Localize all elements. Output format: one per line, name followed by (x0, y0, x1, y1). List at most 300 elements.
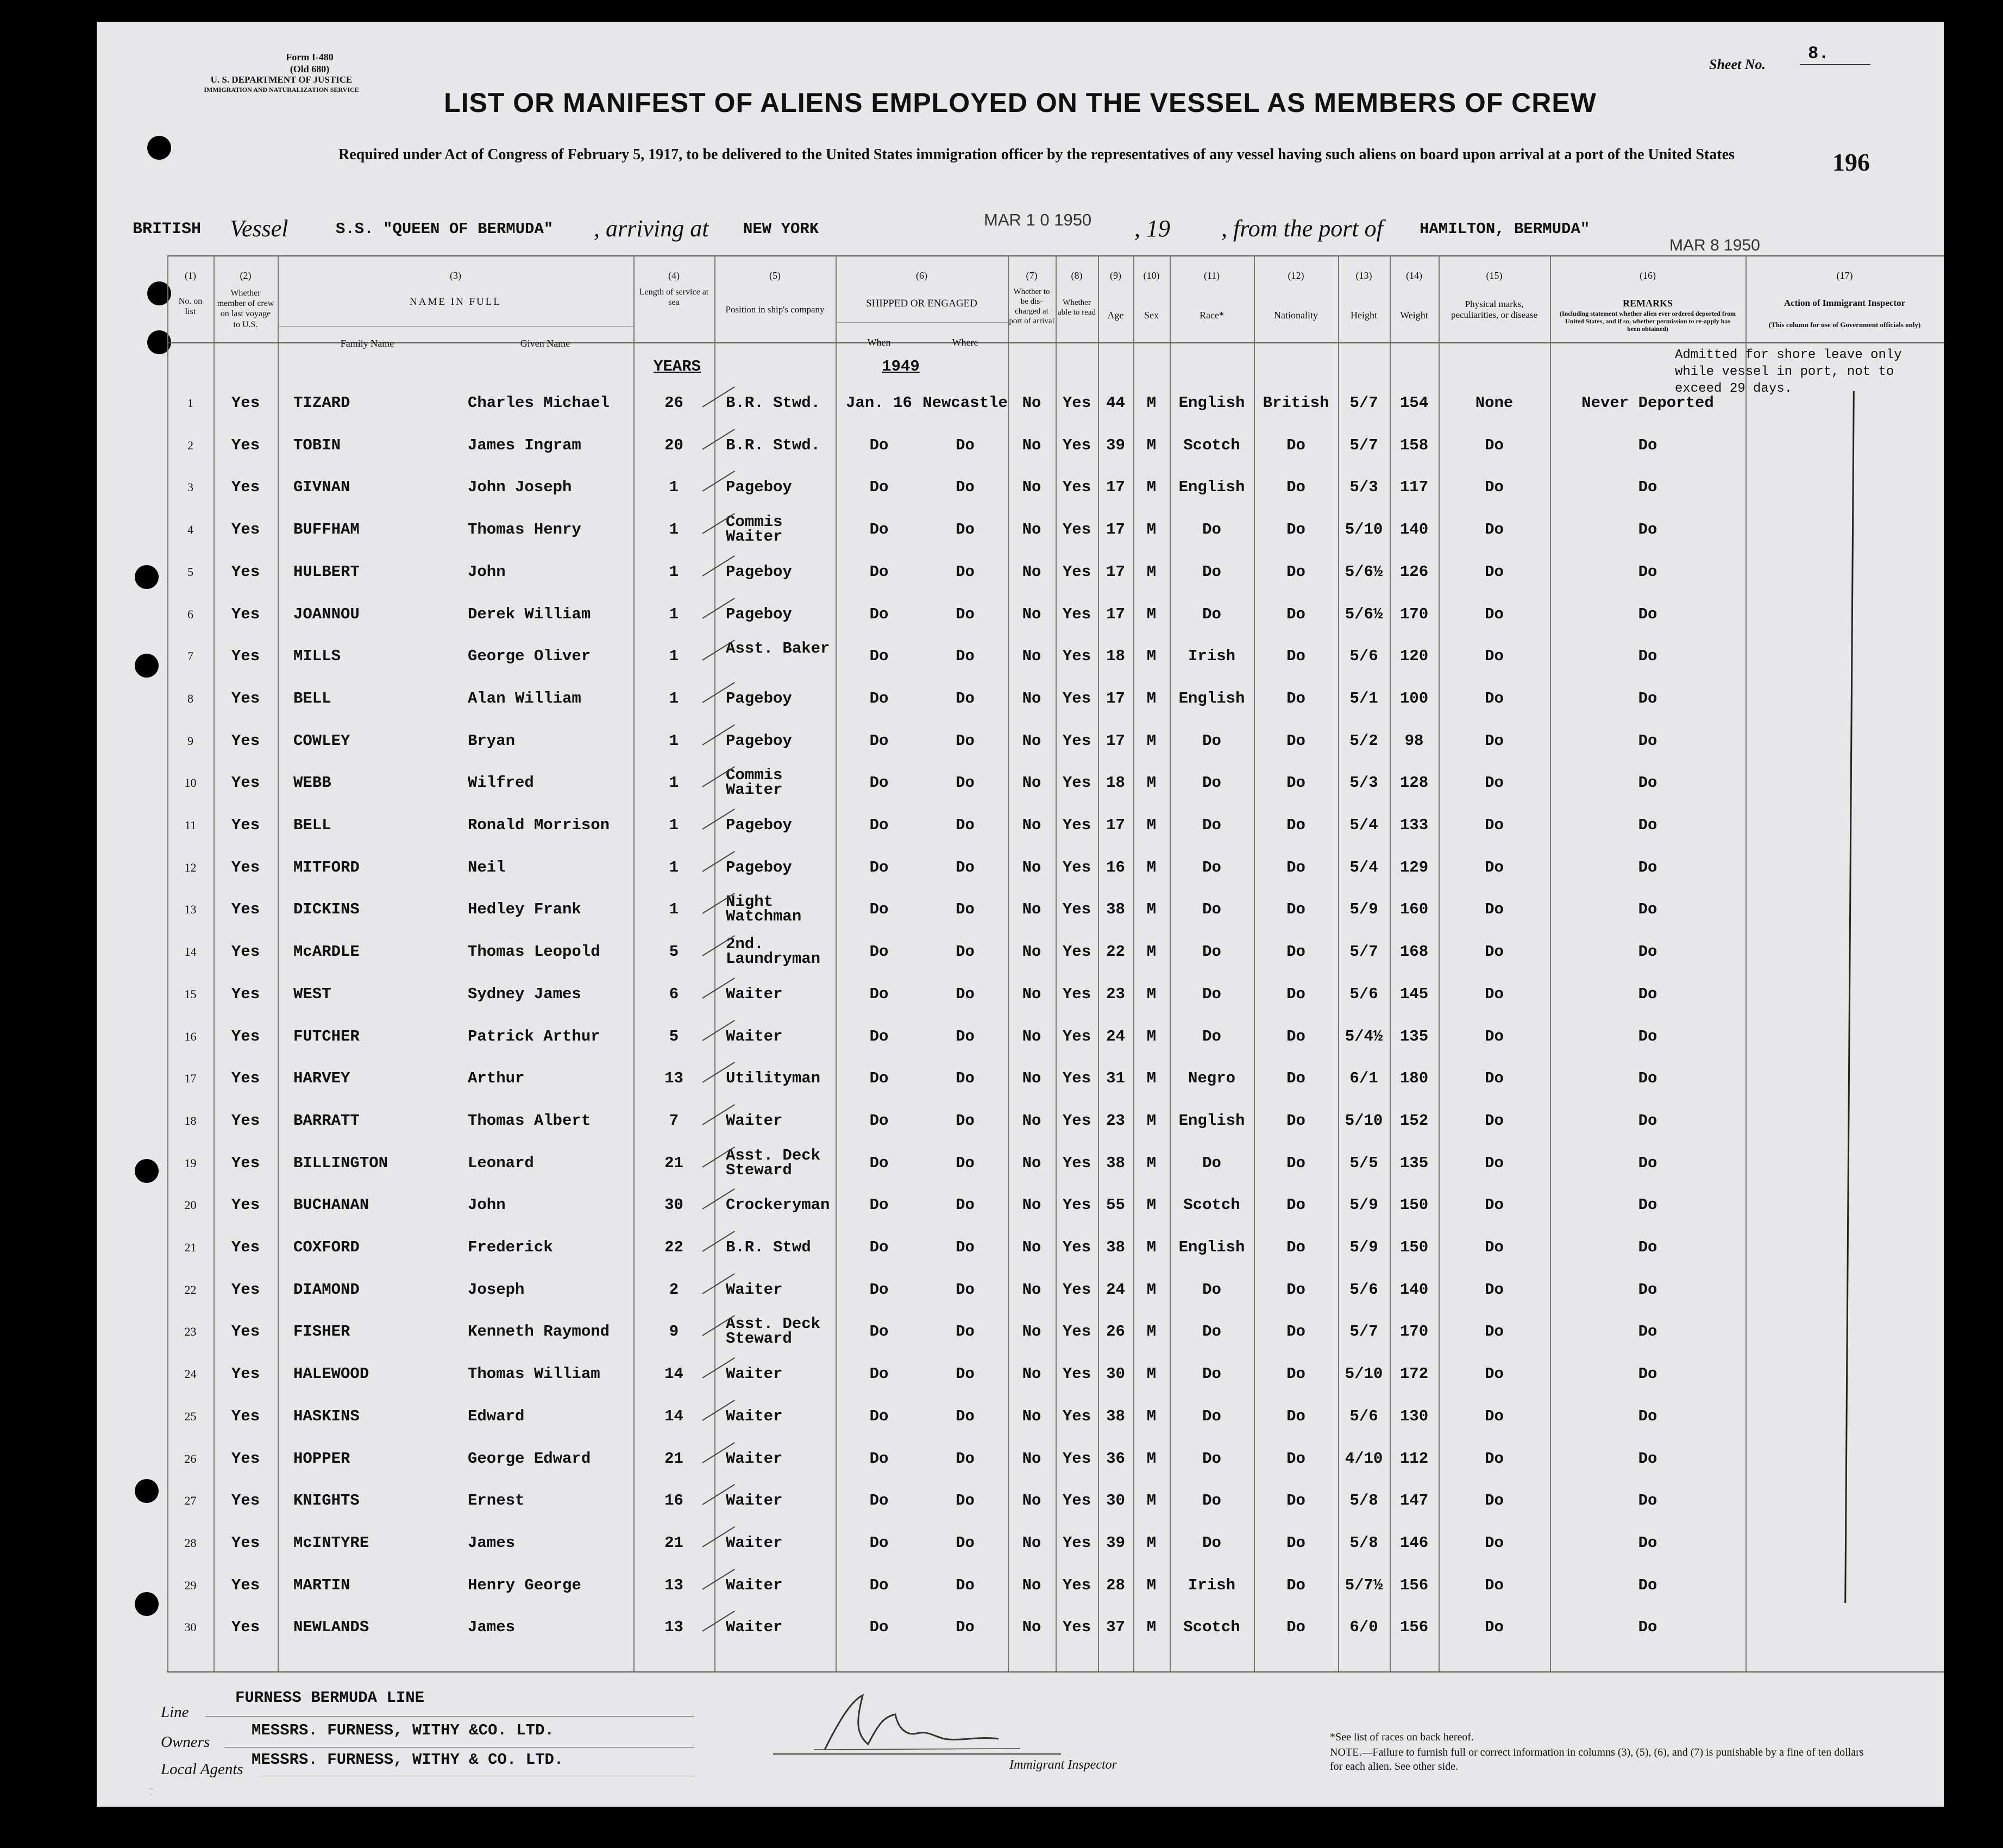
cell-discharged: No (1022, 647, 1041, 666)
table-row (97, 893, 1944, 926)
line-label: Line (161, 1703, 189, 1721)
cell-age: 26 (1106, 1323, 1125, 1341)
cell-member: Yes (231, 1069, 260, 1088)
cell-given: Wilfred (468, 774, 534, 792)
table-row (97, 429, 1944, 462)
cell-position: Pageboy (726, 478, 792, 497)
cell-nationality: Do (1286, 478, 1305, 497)
cell-no: 28 (184, 1536, 197, 1550)
header-remarks: REMARKS (1622, 298, 1673, 309)
cell-where: Do (956, 900, 975, 919)
cell-when: Do (869, 478, 889, 497)
header-physical-marks: Physical marks, peculiarities, or disease (1451, 299, 1538, 321)
cell-height: 5/4 (1349, 858, 1378, 876)
cell-age: 16 (1106, 858, 1125, 876)
cell-sex: M (1146, 1238, 1157, 1256)
cell-member: Yes (231, 1365, 260, 1383)
table-row (97, 725, 1944, 757)
cell-discharged: No (1022, 1111, 1041, 1130)
cell-discharged: No (1022, 731, 1041, 750)
cell-position: Waiter (726, 1365, 783, 1383)
cell-discharged: No (1022, 1576, 1041, 1594)
cell-family: BELL (293, 816, 331, 834)
cell-race: Scotch (1183, 1196, 1240, 1214)
cell-member: Yes (231, 605, 260, 623)
cell-when: Do (869, 436, 889, 454)
cell-when: Do (869, 1280, 889, 1299)
cell-position: Utilityman (726, 1069, 821, 1088)
cell-family: HULBERT (293, 562, 360, 581)
table-row (97, 767, 1944, 799)
cell-nationality: Do (1286, 1407, 1305, 1425)
cell-read: Yes (1062, 1196, 1091, 1214)
cell-age: 37 (1106, 1618, 1125, 1637)
cell-age: 17 (1106, 731, 1125, 750)
cell-position: B.R. Stwd. (726, 436, 821, 454)
column-number: (16) (1640, 270, 1656, 281)
cell-where: Do (956, 436, 975, 454)
cell-discharged: No (1022, 1365, 1041, 1383)
cell-length: 1 (669, 900, 679, 919)
line-underline (205, 1716, 694, 1717)
cell-family: KNIGHTS (293, 1492, 360, 1510)
cell-height: 6/0 (1349, 1618, 1378, 1637)
sheet-number: 8. (1808, 43, 1829, 64)
cell-read: Yes (1062, 1618, 1091, 1637)
cell-family: WEST (293, 985, 331, 1003)
cell-age: 55 (1106, 1196, 1125, 1214)
cell-length: 21 (664, 1449, 683, 1468)
cell-family: FISHER (293, 1323, 350, 1341)
cell-discharged: No (1022, 1027, 1041, 1045)
cell-remarks: Do (1638, 1154, 1657, 1172)
cell-marks: Do (1485, 900, 1504, 919)
cell-position: Waiter (726, 1492, 783, 1510)
cell-member: Yes (231, 521, 260, 539)
cell-height: 5/6½ (1345, 562, 1383, 581)
cell-member: Yes (231, 731, 260, 750)
cell-marks: Do (1485, 647, 1504, 666)
cell-age: 24 (1106, 1280, 1125, 1299)
cell-given: Hedley Frank (468, 900, 581, 919)
cell-no: 2 (187, 438, 193, 452)
cell-where: Do (956, 1238, 975, 1256)
cell-read: Yes (1062, 1449, 1091, 1468)
cell-given: Neil (468, 858, 506, 876)
cell-given: John (468, 1196, 506, 1214)
cell-discharged: No (1022, 436, 1041, 454)
cell-length: 16 (664, 1492, 683, 1510)
cell-where: Do (956, 647, 975, 666)
cell-marks: Do (1485, 1111, 1504, 1130)
cell-race: English (1178, 1111, 1245, 1130)
cell-remarks: Do (1638, 943, 1657, 961)
cell-where: Do (956, 478, 975, 497)
cell-nationality: Do (1286, 605, 1305, 623)
cell-where: Do (956, 1576, 975, 1594)
cell-marks: Do (1485, 1449, 1504, 1468)
cell-given: Thomas Henry (468, 521, 581, 539)
cell-sex: M (1146, 605, 1157, 623)
cell-length: 26 (664, 394, 683, 412)
cell-race: Do (1202, 816, 1221, 834)
cell-member: Yes (231, 1449, 260, 1468)
document-subtitle: Required under Act of Congress of February 5, 1917, to be delivered to the United States immigration officer by the representatives of any vessel having such aliens on board upon arrival at a port of the United States (338, 146, 1735, 163)
cell-age: 17 (1106, 689, 1125, 707)
cell-race: Do (1202, 521, 1221, 539)
cell-when: Do (869, 1196, 889, 1214)
cell-where: Do (956, 689, 975, 707)
cell-remarks: Do (1638, 816, 1657, 834)
cell-marks: Do (1485, 1196, 1504, 1214)
cell-no: 13 (184, 903, 197, 917)
cell-height: 6/1 (1349, 1069, 1378, 1088)
cell-marks: Do (1485, 689, 1504, 707)
from-port: HAMILTON, BERMUDA" (1420, 220, 1590, 238)
cell-position: Waiter (726, 1111, 783, 1130)
cell-member: Yes (231, 1533, 260, 1552)
cell-when: Do (869, 900, 889, 919)
header-where: Where (952, 337, 978, 348)
cell-age: 18 (1106, 647, 1125, 666)
table-row (97, 851, 1944, 884)
table-row (97, 1484, 1944, 1517)
sheet-label: Sheet No. (1709, 57, 1766, 72)
cell-length: 14 (664, 1407, 683, 1425)
cell-length: 20 (664, 436, 683, 454)
cell-height: 5/8 (1349, 1533, 1378, 1552)
cell-read: Yes (1062, 816, 1091, 834)
cell-when: Do (869, 1618, 889, 1637)
cell-weight: 160 (1399, 900, 1429, 919)
cell-family: HARVEY (293, 1069, 350, 1088)
cell-read: Yes (1062, 394, 1091, 412)
cell-remarks: Do (1638, 436, 1657, 454)
cell-no: 24 (184, 1367, 197, 1381)
cell-height: 5/9 (1349, 1196, 1378, 1214)
cell-when: Do (869, 1492, 889, 1510)
cell-race: Do (1202, 731, 1221, 750)
cell-race: Do (1202, 774, 1221, 792)
header-family-name: Family Name (340, 338, 394, 349)
cell-nationality: Do (1286, 1323, 1305, 1341)
cell-position: Pageboy (726, 858, 792, 876)
header-member-last-voyage: Whether member of crew on last voyage to U.S. (217, 289, 274, 329)
arrival-port: NEW YORK (743, 220, 819, 238)
cell-sex: M (1146, 689, 1157, 707)
cell-position: Commis Waiter (726, 766, 783, 799)
cell-race: Do (1202, 1027, 1221, 1045)
cell-weight: 140 (1399, 521, 1429, 539)
column-number: (8) (1071, 270, 1083, 281)
cell-height: 5/3 (1349, 478, 1378, 497)
cell-family: TOBIN (293, 436, 341, 454)
column-number: (4) (668, 270, 680, 281)
cell-position: Pageboy (726, 816, 792, 834)
cell-height: 5/5 (1349, 1154, 1378, 1172)
cell-when: Do (869, 731, 889, 750)
cell-length: 21 (664, 1154, 683, 1172)
punch-hole (147, 136, 171, 160)
cell-weight: 140 (1399, 1280, 1429, 1299)
cell-read: Yes (1062, 1365, 1091, 1383)
cell-race: Do (1202, 858, 1221, 876)
cell-where: Do (956, 858, 975, 876)
cell-nationality: Do (1286, 1111, 1305, 1130)
cell-where: Do (956, 774, 975, 792)
cell-age: 23 (1106, 1111, 1125, 1130)
cell-no: 21 (184, 1241, 197, 1254)
cell-family: BELL (293, 689, 331, 707)
cell-sex: M (1146, 985, 1157, 1003)
cell-position: Night Watchman (726, 893, 802, 926)
cell-member: Yes (231, 1576, 260, 1594)
cell-given: Leonard (468, 1154, 534, 1172)
cell-when: Do (869, 858, 889, 876)
table-row (97, 640, 1944, 673)
cell-length: 1 (669, 562, 679, 581)
cell-where: Do (956, 731, 975, 750)
cell-race: Scotch (1183, 436, 1240, 454)
cell-height: 5/10 (1345, 1365, 1383, 1383)
cell-read: Yes (1062, 562, 1091, 581)
arriving-label: , arriving at (594, 215, 709, 242)
cell-age: 18 (1106, 774, 1125, 792)
cell-height: 5/4 (1349, 816, 1378, 834)
header-when: When (867, 337, 891, 348)
cell-age: 17 (1106, 521, 1125, 539)
cell-age: 31 (1106, 1069, 1125, 1088)
cell-remarks: Do (1638, 858, 1657, 876)
cell-when: Do (869, 1154, 889, 1172)
cell-no: 20 (184, 1198, 197, 1212)
table-row (97, 1231, 1944, 1264)
cell-read: Yes (1062, 1407, 1091, 1425)
cell-when: Do (869, 1576, 889, 1594)
cell-weight: 150 (1399, 1196, 1429, 1214)
cell-no: 6 (187, 607, 193, 621)
cell-race: Negro (1188, 1069, 1235, 1088)
cell-length: 1 (669, 605, 679, 623)
cell-weight: 129 (1399, 858, 1429, 876)
header-no-on-list: No. on list (178, 297, 203, 317)
cell-position: Crockeryman (726, 1196, 830, 1214)
header-nationality: Nationality (1274, 310, 1318, 321)
cell-given: Joseph (468, 1280, 525, 1299)
cell-race: Do (1202, 1533, 1221, 1552)
table-row (97, 1147, 1944, 1180)
cell-member: Yes (231, 1280, 260, 1299)
cell-marks: Do (1485, 1238, 1504, 1256)
cell-height: 5/2 (1349, 731, 1378, 750)
cell-when: Do (869, 985, 889, 1003)
cell-nationality: Do (1286, 1492, 1305, 1510)
cell-read: Yes (1062, 943, 1091, 961)
cell-length: 2 (669, 1280, 679, 1299)
cell-discharged: No (1022, 1069, 1041, 1088)
cell-discharged: No (1022, 816, 1041, 834)
cell-height: 5/9 (1349, 1238, 1378, 1256)
cell-discharged: No (1022, 1154, 1041, 1172)
table-row (97, 1358, 1944, 1390)
table-row (97, 556, 1944, 588)
column-number: (6) (916, 270, 927, 281)
cell-length: 9 (669, 1323, 679, 1341)
cell-remarks: Do (1638, 1196, 1657, 1214)
cell-weight: 146 (1399, 1533, 1429, 1552)
cell-member: Yes (231, 1154, 260, 1172)
cell-where: Do (956, 1111, 975, 1130)
cell-nationality: Do (1286, 943, 1305, 961)
column-number: (10) (1143, 270, 1160, 281)
cell-where: Do (956, 1533, 975, 1552)
cell-sex: M (1146, 1365, 1157, 1383)
cell-height: 5/8 (1349, 1492, 1378, 1510)
cell-weight: 135 (1399, 1154, 1429, 1172)
cell-no: 11 (184, 818, 197, 832)
cell-given: Edward (468, 1407, 525, 1425)
cell-age: 28 (1106, 1576, 1125, 1594)
cell-age: 17 (1106, 816, 1125, 834)
cell-age: 38 (1106, 1154, 1125, 1172)
header-action-inspector: Action of Immigrant Inspector (1784, 298, 1906, 308)
vessel-flag: BRITISH (133, 220, 202, 239)
cell-member: Yes (231, 858, 260, 876)
cell-read: Yes (1062, 774, 1091, 792)
cell-nationality: Do (1286, 1196, 1305, 1214)
cell-where: Do (956, 1154, 975, 1172)
cell-member: Yes (231, 1238, 260, 1256)
cell-length: 22 (664, 1238, 683, 1256)
cell-where: Do (956, 943, 975, 961)
cell-sex: M (1146, 1533, 1157, 1552)
cell-where: Do (956, 1449, 975, 1468)
cell-family: HOPPER (293, 1449, 350, 1468)
cell-sex: M (1146, 1111, 1157, 1130)
cell-remarks: Do (1638, 605, 1657, 623)
cell-race: English (1178, 394, 1245, 412)
cell-sex: M (1146, 1449, 1157, 1468)
cell-given: Bryan (468, 731, 516, 750)
cell-nationality: Do (1286, 1449, 1305, 1468)
table-row (97, 978, 1944, 1011)
cell-remarks: Do (1638, 1492, 1657, 1510)
cell-sex: M (1146, 1196, 1157, 1214)
cell-nationality: Do (1286, 1027, 1305, 1045)
cell-read: Yes (1062, 731, 1091, 750)
cell-member: Yes (231, 689, 260, 707)
vessel-name: S.S. "QUEEN OF BERMUDA" (336, 220, 554, 238)
cell-race: Irish (1188, 647, 1235, 666)
cell-weight: 100 (1399, 689, 1429, 707)
cell-read: Yes (1062, 1027, 1091, 1045)
cell-no: 22 (184, 1282, 197, 1296)
document-title: LIST OR MANIFEST OF ALIENS EMPLOYED ON THE VESSEL AS MEMBERS OF CREW (444, 87, 1597, 118)
cell-weight: 156 (1399, 1618, 1429, 1637)
cell-discharged: No (1022, 1449, 1041, 1468)
year-subheader: 1949 (882, 358, 920, 375)
cell-member: Yes (231, 394, 260, 412)
cell-where: Do (956, 1196, 975, 1214)
cell-given: Ernest (468, 1492, 525, 1510)
cell-family: COXFORD (293, 1238, 360, 1256)
cell-family: BILLINGTON (293, 1154, 388, 1172)
column-number: (2) (240, 270, 252, 281)
service-name: IMMIGRATION AND NATURALIZATION SERVICE (204, 86, 359, 93)
cell-member: Yes (231, 647, 260, 666)
cell-height: 5/10 (1345, 1111, 1383, 1130)
column-number: (3) (450, 270, 461, 281)
cell-no: 25 (184, 1409, 197, 1423)
cell-position: Pageboy (726, 562, 792, 581)
sheet-underline (1800, 64, 1870, 65)
cell-where: Do (956, 1323, 975, 1341)
cell-remarks: Do (1638, 478, 1657, 497)
cell-where: Do (956, 521, 975, 539)
table-row (97, 1105, 1944, 1137)
cell-weight: 147 (1399, 1492, 1429, 1510)
cell-read: Yes (1062, 985, 1091, 1003)
cell-given: Alan William (468, 689, 581, 707)
cell-family: TIZARD (293, 394, 350, 412)
cell-weight: 126 (1399, 562, 1429, 581)
cell-marks: Do (1485, 731, 1504, 750)
cell-weight: 150 (1399, 1238, 1429, 1256)
cell-remarks: Do (1638, 1533, 1657, 1552)
cell-age: 38 (1106, 1407, 1125, 1425)
cell-remarks: Do (1638, 689, 1657, 707)
cell-race: Do (1202, 1323, 1221, 1341)
cell-age: 23 (1106, 985, 1125, 1003)
cell-no: 16 (184, 1029, 197, 1043)
header-weight: Weight (1400, 310, 1428, 321)
cell-when: Do (869, 1407, 889, 1425)
cell-remarks: Do (1638, 900, 1657, 919)
name-subdivider (278, 326, 633, 327)
cell-member: Yes (231, 436, 260, 454)
cell-discharged: No (1022, 1323, 1041, 1341)
cell-position: Asst. Baker (726, 640, 830, 658)
cell-weight: 135 (1399, 1027, 1429, 1045)
cell-length: 5 (669, 1027, 679, 1045)
cell-given: George Edward (468, 1449, 591, 1468)
cell-no: 23 (184, 1325, 197, 1339)
cell-marks: Do (1485, 943, 1504, 961)
cell-race: English (1178, 689, 1245, 707)
cell-height: 5/6 (1349, 985, 1378, 1003)
cell-no: 19 (184, 1156, 197, 1170)
cell-no: 14 (184, 945, 197, 959)
cell-race: Irish (1188, 1576, 1235, 1594)
cell-race: Do (1202, 1449, 1221, 1468)
cell-nationality: Do (1286, 689, 1305, 707)
cell-no: 29 (184, 1578, 197, 1592)
cell-position: Asst. Deck Steward (726, 1315, 821, 1348)
cell-remarks: Never Deported (1581, 394, 1714, 412)
cell-marks: Do (1485, 985, 1504, 1003)
cell-position: Waiter (726, 1533, 783, 1552)
cell-given: Frederick (468, 1238, 553, 1256)
cell-given: George Oliver (468, 647, 591, 666)
cell-when: Jan. 16 (846, 394, 912, 412)
cell-marks: None (1475, 394, 1514, 412)
cell-marks: Do (1485, 1323, 1504, 1341)
cell-read: Yes (1062, 1323, 1091, 1341)
cell-weight: 154 (1399, 394, 1429, 412)
cell-read: Yes (1062, 647, 1091, 666)
header-name-in-full: NAME IN FULL (410, 296, 501, 308)
header-action-note: (This column for use of Government officials only) (1768, 321, 1921, 329)
